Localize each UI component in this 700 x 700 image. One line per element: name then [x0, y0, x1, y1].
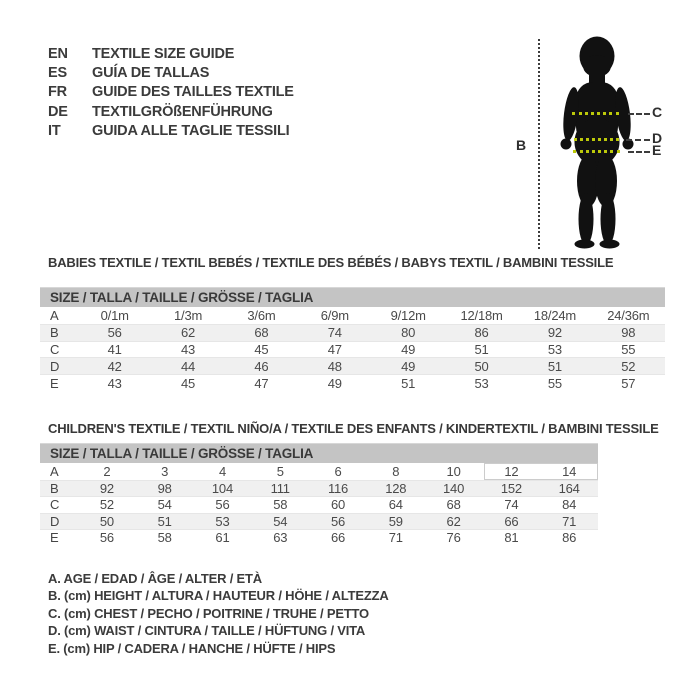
cell: 24/36m	[607, 307, 650, 323]
hip-pointer-line	[628, 151, 650, 153]
table-row-chest	[40, 341, 665, 358]
cell: 98	[621, 325, 636, 341]
table-row-waist	[40, 513, 598, 530]
row-label: B	[50, 325, 59, 341]
language-row-fr	[48, 83, 294, 102]
cell: 3/6m	[247, 307, 276, 323]
legend-line-chest: C. (cm) CHEST / PECHO / POITRINE / TRUHE / PETTO	[48, 605, 369, 621]
hip-measure-line	[573, 150, 620, 153]
language-row-es	[48, 64, 294, 83]
cell: 53	[215, 513, 230, 529]
cell: 51	[157, 513, 172, 529]
cell: 55	[547, 375, 562, 391]
language-row-de	[48, 103, 294, 122]
cell: 54	[157, 497, 172, 513]
cell: 52	[621, 358, 636, 374]
height-label: B	[516, 137, 526, 153]
cell: 43	[181, 341, 196, 357]
table-row-hip	[40, 374, 665, 391]
cell: 58	[273, 497, 288, 513]
cell: 41	[107, 341, 122, 357]
row-label: D	[50, 513, 60, 529]
legend-line-waist: D. (cm) WAIST / CINTURA / TAILLE / HÜFTUNG / VITA	[48, 623, 366, 639]
language-code: ES	[48, 65, 67, 82]
cell: 92	[547, 325, 562, 341]
cell: 98	[157, 480, 172, 496]
cell: 57	[621, 375, 636, 391]
table-row-waist	[40, 357, 665, 374]
babies-section-title: BABIES TEXTILE / TEXTIL BEBÉS / TEXTILE DES BÉBÉS / BABYS TEXTIL / BAMBINI TESSILE	[48, 255, 614, 270]
cell: 6/9m	[320, 307, 349, 323]
language-code: FR	[48, 84, 67, 101]
cell: 56	[107, 325, 122, 341]
size-header: SIZE / TALLA / TAILLE / GRÖSSE / TAGLIA	[40, 443, 598, 463]
cell: 51	[474, 341, 489, 357]
chest-pointer-line	[628, 113, 650, 115]
cell: 2	[103, 463, 111, 479]
cell: 74	[504, 497, 519, 513]
cell: 61	[215, 530, 230, 546]
cell: 1/3m	[174, 307, 203, 323]
cell: 45	[181, 375, 196, 391]
cell: 84	[562, 497, 577, 513]
cell: 14	[562, 463, 577, 479]
cell: 12/18m	[460, 307, 503, 323]
legend-line-hip: E. (cm) HIP / CADERA / HANCHE / HÜFTE / HIPS	[48, 640, 336, 656]
cell: 62	[446, 513, 461, 529]
language-code: DE	[48, 103, 68, 120]
row-label: E	[50, 375, 59, 391]
waist-label: D	[652, 130, 662, 146]
cell: 3	[161, 463, 169, 479]
language-label: TEXTILGRÖßENFÜHRUNG	[92, 103, 273, 120]
cell: 56	[330, 513, 346, 529]
cell: 74	[327, 325, 342, 341]
cell: 116	[327, 480, 349, 496]
cell: 152	[500, 480, 522, 496]
cell: 51	[547, 358, 562, 374]
cell: 86	[474, 325, 489, 341]
cell: 68	[254, 325, 269, 341]
cell: 18/24m	[533, 307, 577, 323]
cell: 12	[504, 463, 519, 479]
cell: 59	[388, 513, 403, 529]
cell: 66	[504, 513, 519, 529]
cell: 92	[99, 480, 114, 496]
table-row-age	[40, 307, 665, 324]
language-list	[48, 45, 294, 141]
legend-line-height: B. (cm) HEIGHT / ALTURA / HAUTEUR / HÖHE / ALTEZZA	[48, 588, 389, 604]
cell: 76	[446, 530, 461, 546]
row-label: E	[50, 530, 59, 546]
cell: 47	[254, 375, 269, 391]
language-code: EN	[48, 46, 68, 62]
babies-size-table	[40, 287, 665, 391]
cell: 104	[211, 480, 233, 496]
language-row-en	[48, 45, 294, 64]
cell: 56	[99, 530, 114, 546]
language-label: GUIDE DES TAILLES TEXTILE	[92, 84, 294, 101]
cell: 49	[401, 341, 416, 357]
table-row-age	[40, 463, 598, 480]
cell: 58	[157, 530, 172, 546]
measurement-legend	[48, 570, 389, 657]
cell: 42	[107, 358, 122, 374]
row-label: A	[50, 307, 59, 323]
cell: 71	[562, 513, 577, 529]
cell: 43	[107, 375, 122, 391]
language-label: GUIDA ALLE TAGLIE TESSILI	[92, 122, 290, 139]
language-code: IT	[48, 122, 61, 139]
cell: 45	[254, 341, 269, 357]
cell: 128	[385, 480, 407, 496]
row-label: B	[50, 480, 59, 496]
language-label: GUÍA DE TALLAS	[92, 65, 210, 82]
cell: 64	[388, 497, 403, 513]
children-section-title: CHILDREN'S TEXTILE / TEXTIL NIÑO/A / TEXTILE DES ENFANTS / KINDERTEXTIL / BAMBINI TESSILE	[48, 421, 659, 436]
cell: 47	[327, 341, 342, 357]
chest-label: C	[652, 104, 662, 120]
cell: 140	[443, 480, 465, 496]
waist-pointer-line	[626, 139, 650, 141]
cell: 9/12m	[390, 307, 426, 323]
cell: 0/1m	[100, 307, 129, 323]
cell: 55	[621, 341, 636, 357]
cell: 71	[388, 530, 403, 546]
cell: 8	[392, 463, 400, 479]
cell: 66	[330, 530, 346, 546]
cell: 49	[401, 358, 416, 374]
cell: 111	[270, 480, 290, 496]
cell: 5	[276, 463, 284, 479]
cell: 50	[474, 358, 489, 374]
cell: 62	[181, 325, 196, 341]
cell: 4	[218, 463, 226, 479]
cell: 10	[446, 463, 461, 479]
cell: 51	[401, 375, 416, 391]
baby-silhouette-icon	[550, 36, 648, 250]
cell: 164	[558, 480, 580, 496]
cell: 44	[181, 358, 196, 374]
table-row-height	[40, 480, 598, 497]
table-row-chest	[40, 496, 598, 513]
size-header: SIZE / TALLA / TAILLE / GRÖSSE / TAGLIA	[40, 287, 665, 307]
children-size-table	[40, 443, 598, 546]
language-label: TEXTILE SIZE GUIDE	[92, 46, 235, 62]
cell: 52	[99, 497, 114, 513]
row-label: A	[50, 463, 59, 479]
measurement-figure	[500, 25, 690, 265]
legend-line-age: A. AGE / EDAD / ÂGE / ALTER / ETÀ	[48, 571, 262, 586]
cell: 56	[215, 497, 230, 513]
row-label: D	[50, 358, 60, 374]
cell: 80	[401, 325, 416, 341]
table-row-height	[40, 324, 665, 341]
chest-measure-line	[572, 112, 619, 115]
cell: 48	[327, 358, 342, 374]
row-label: C	[50, 497, 60, 513]
cell: 50	[99, 513, 114, 529]
cell: 49	[327, 375, 342, 391]
cell: 60	[330, 497, 346, 513]
cell: 81	[504, 530, 519, 546]
row-label: C	[50, 341, 60, 357]
cell: 68	[446, 497, 461, 513]
height-measure-line	[538, 39, 540, 249]
language-row-it	[48, 122, 294, 141]
cell: 53	[474, 375, 489, 391]
cell: 86	[562, 530, 577, 546]
cell: 46	[254, 358, 269, 374]
table-row-hip	[40, 529, 598, 546]
cell: 54	[273, 513, 288, 529]
waist-measure-line	[574, 138, 619, 141]
cell: 6	[334, 463, 342, 479]
cell: 63	[273, 530, 288, 546]
cell: 53	[547, 341, 562, 357]
hip-label: E	[652, 142, 662, 158]
